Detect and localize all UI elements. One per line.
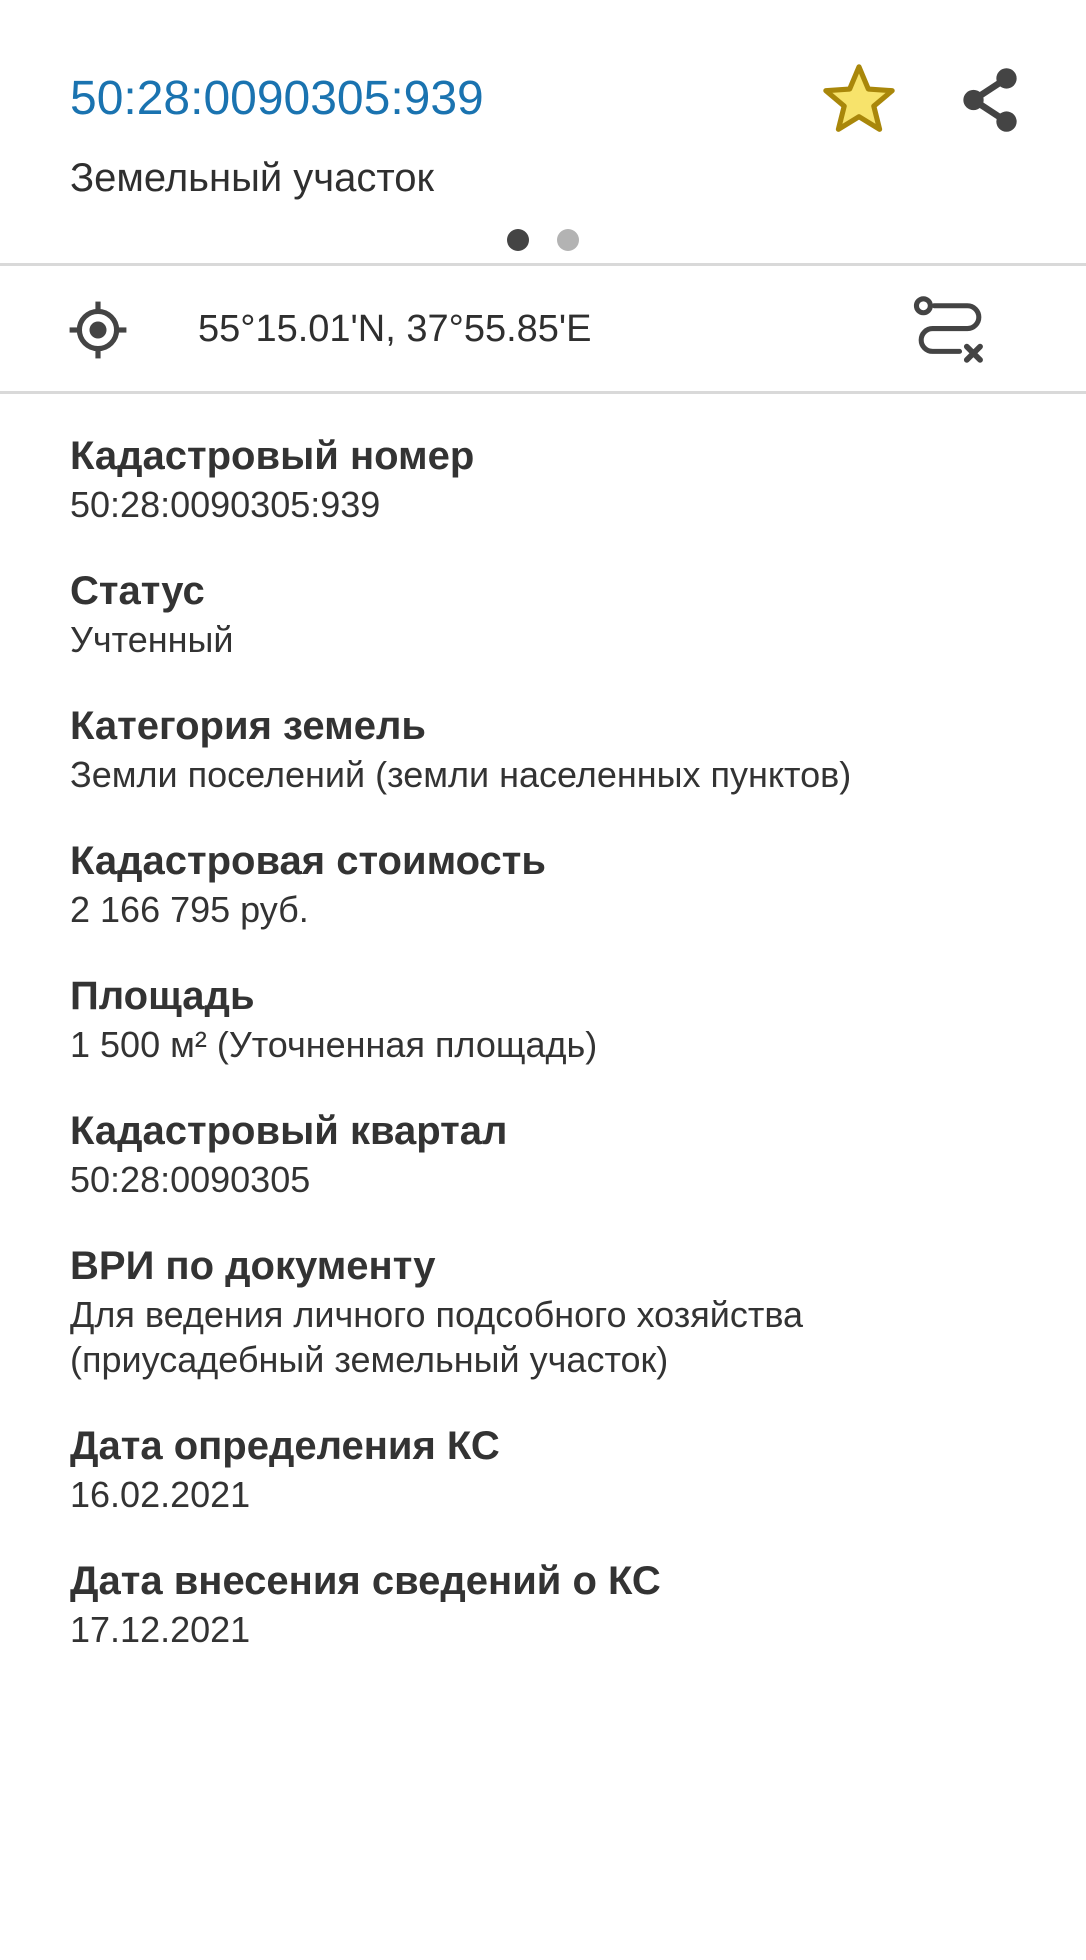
field-value: 16.02.2021 bbox=[70, 1474, 251, 1515]
favorite-button[interactable] bbox=[814, 55, 904, 145]
field-label: Кадастровая стоимость bbox=[70, 839, 546, 883]
field-label: Площадь bbox=[70, 974, 255, 1018]
star-icon bbox=[820, 63, 898, 137]
field-land-category bbox=[70, 702, 1046, 797]
field-cadastral-number bbox=[70, 432, 1046, 527]
field-value: 17.12.2021 bbox=[70, 1609, 251, 1650]
object-header bbox=[0, 0, 1086, 266]
field-label: Кадастровый квартал bbox=[70, 1109, 508, 1153]
page-dot-1[interactable] bbox=[507, 229, 529, 251]
field-permitted-use bbox=[70, 1242, 1046, 1382]
field-label: Кадастровый номер bbox=[70, 434, 475, 478]
field-value: Учтенный bbox=[70, 619, 234, 660]
field-cadastral-quarter bbox=[70, 1107, 1046, 1202]
page-dot-2[interactable] bbox=[557, 229, 579, 251]
field-label: ВРИ по документу bbox=[70, 1244, 436, 1288]
crosshair-icon bbox=[67, 299, 129, 361]
field-label: Дата внесения сведений о КС bbox=[70, 1559, 661, 1603]
field-value: 1 500 м² (Уточненная площадь) bbox=[70, 1024, 598, 1065]
field-area bbox=[70, 972, 1046, 1067]
share-button[interactable] bbox=[945, 55, 1035, 145]
field-label: Дата определения КС bbox=[70, 1424, 500, 1468]
field-value[interactable]: 50:28:0090305 bbox=[70, 1159, 311, 1200]
coordinates-row bbox=[0, 266, 1086, 394]
route-clear-icon bbox=[912, 295, 988, 371]
locate-button[interactable] bbox=[62, 294, 134, 366]
coordinates-text[interactable]: 55°15.01'N, 37°55.85'E bbox=[198, 308, 592, 350]
field-label: Статус bbox=[70, 569, 205, 613]
field-value: 2 166 795 руб. bbox=[70, 889, 309, 930]
route-button[interactable] bbox=[905, 288, 995, 378]
field-value: Земли поселений (земли населенных пунктов) bbox=[70, 754, 852, 795]
field-value: Для ведения личного подсобного хозяйства (приусадебный земельный участок) bbox=[70, 1294, 804, 1380]
field-entry-date bbox=[70, 1557, 1046, 1652]
property-fields bbox=[70, 432, 1046, 1692]
field-cadastral-value bbox=[70, 837, 1046, 932]
share-icon bbox=[959, 67, 1021, 133]
object-title[interactable]: 50:28:0090305:939 bbox=[70, 72, 484, 125]
object-type: Земельный участок bbox=[70, 156, 435, 200]
field-value[interactable]: 50:28:0090305:939 bbox=[70, 484, 381, 525]
field-label: Категория земель bbox=[70, 704, 426, 748]
field-valuation-date bbox=[70, 1422, 1046, 1517]
page-indicator bbox=[0, 229, 1086, 251]
field-status bbox=[70, 567, 1046, 662]
